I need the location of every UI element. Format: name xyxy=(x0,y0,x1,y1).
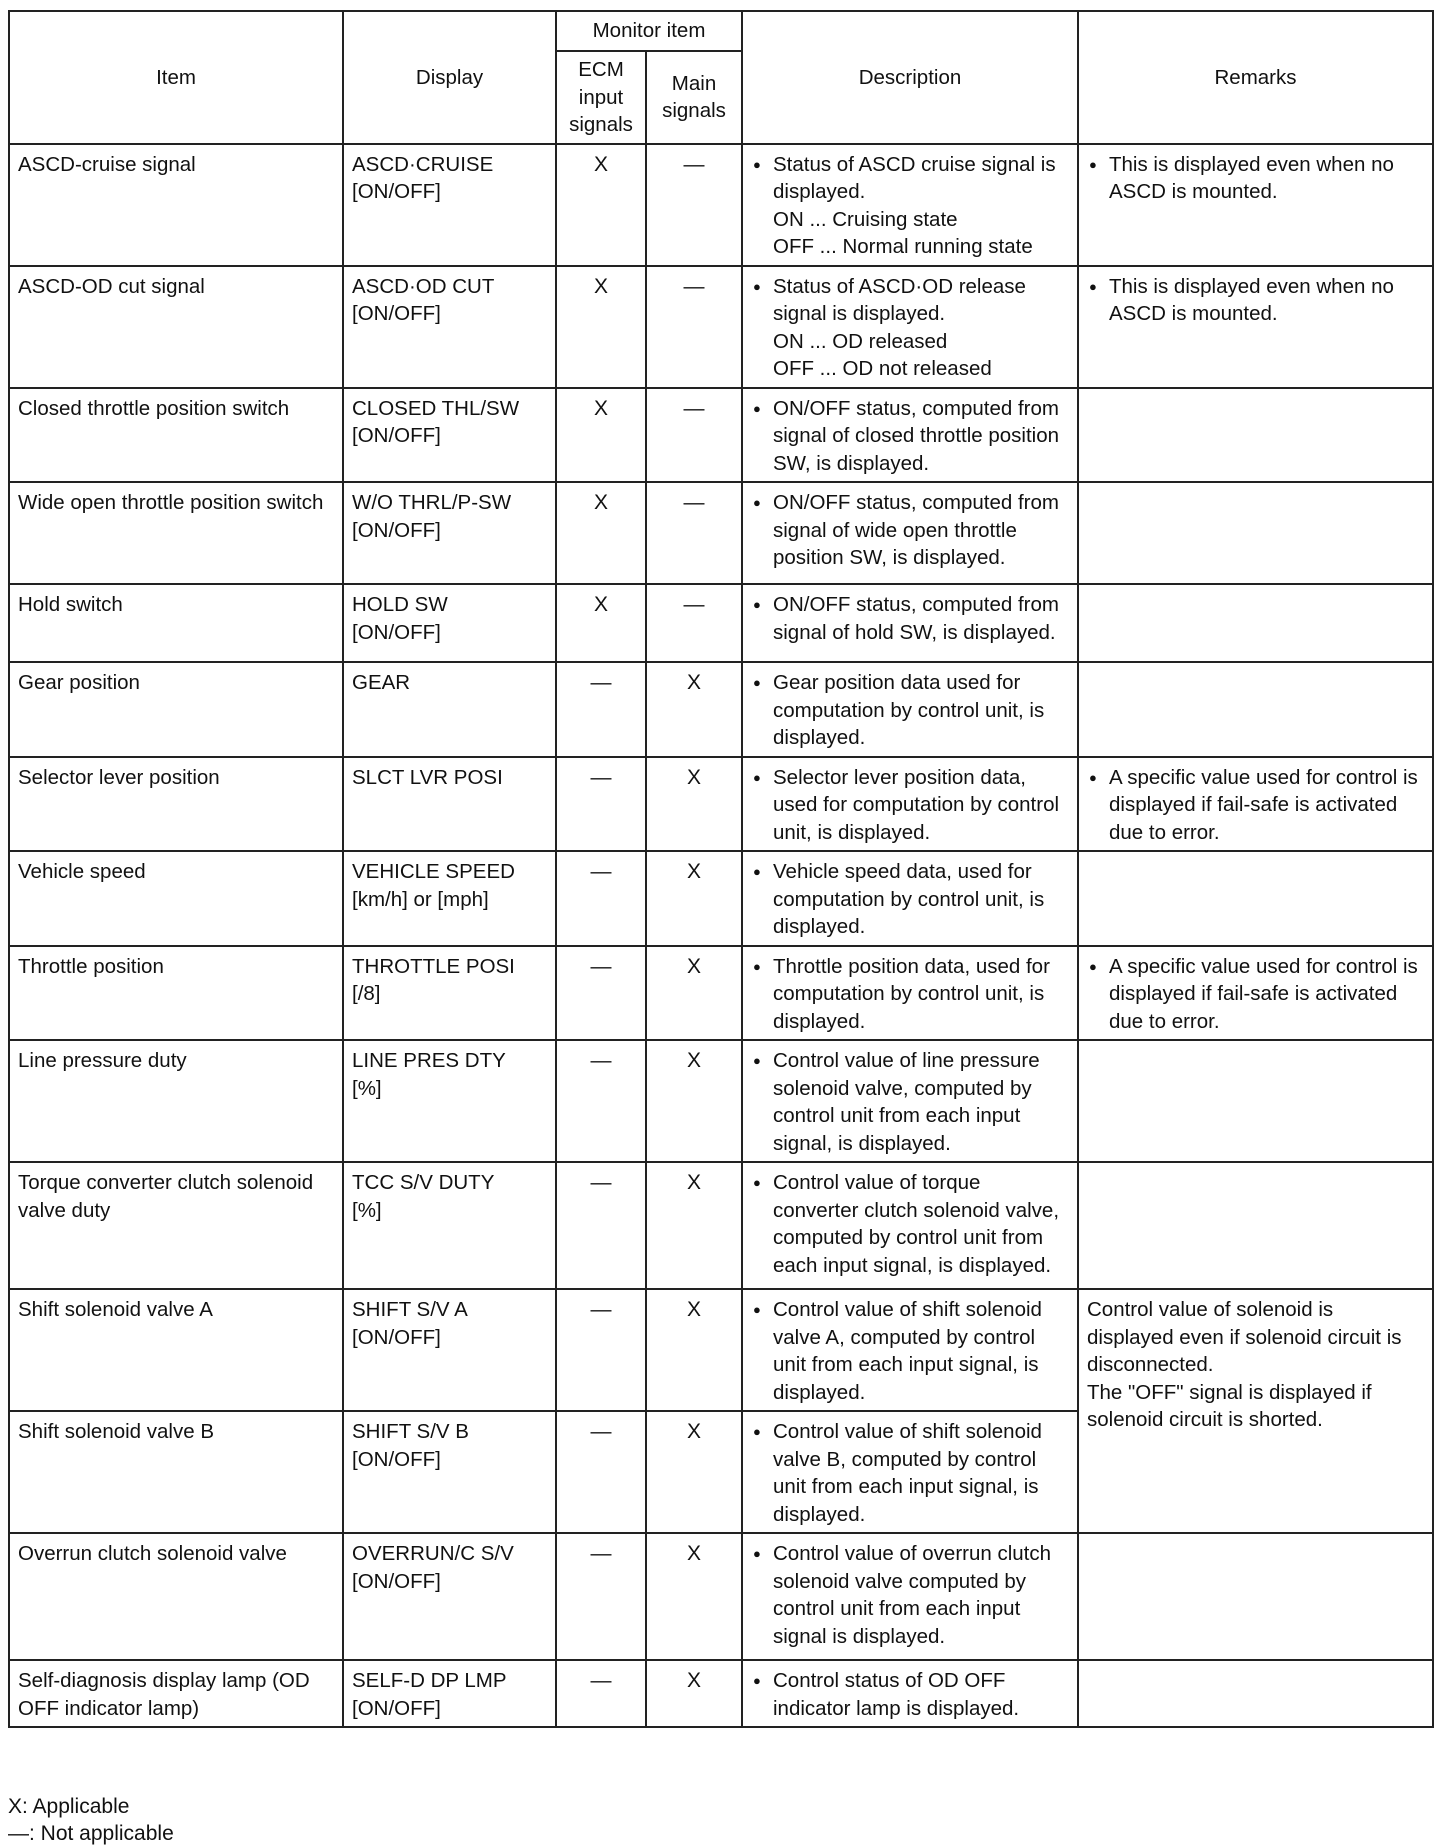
description-bullet: ● Selector lever position data, used for computation by control unit, is displayed. xyxy=(751,764,1069,847)
main-signal-mark: X xyxy=(646,851,742,946)
display-line: ASCD·CRUISE xyxy=(352,152,494,176)
main-signal-mark: X xyxy=(646,1040,742,1162)
description-cell xyxy=(742,144,1078,266)
display-line: [%] xyxy=(352,1198,382,1222)
description-bullet: ● Control value of shift solenoid valve B, computed by control unit from each input signal, is displayed. xyxy=(751,1418,1069,1528)
table-row xyxy=(9,1162,1433,1289)
table-row xyxy=(9,1289,1433,1411)
table-row xyxy=(9,662,1433,757)
display-cell xyxy=(343,482,556,584)
ecm-input-mark: — xyxy=(556,1533,646,1660)
remarks-cell xyxy=(1078,1162,1433,1289)
ecm-input-mark: X xyxy=(556,388,646,483)
description-bullet: ● Control value of torque converter clutch solenoid valve, computed by control unit from each input signal, is displayed. xyxy=(751,1169,1069,1279)
display-cell xyxy=(343,851,556,946)
header-item: Item xyxy=(9,11,343,144)
description-bullet: ● Vehicle speed data, used for computation by control unit, is displayed. xyxy=(751,858,1069,941)
description-bullet: ● ON/OFF status, computed from signal of closed throttle position SW, is displayed. xyxy=(751,395,1069,478)
item-cell: Closed throttle position switch xyxy=(9,388,343,483)
ecm-input-mark: X xyxy=(556,266,646,388)
remarks-cell xyxy=(1078,757,1433,852)
description-bullet: ● Status of ASCD cruise signal is displayed. xyxy=(751,151,1069,206)
header-main-signals: Main signals xyxy=(646,51,742,144)
remarks-cell xyxy=(1078,266,1433,388)
description-cell xyxy=(742,1040,1078,1162)
display-line: [ON/OFF] xyxy=(352,1325,441,1349)
ecm-input-mark: — xyxy=(556,1162,646,1289)
item-cell: Self-diagnosis display lamp (OD OFF indicator lamp) xyxy=(9,1660,343,1727)
remarks-bullet: ● This is displayed even when no ASCD is mounted. xyxy=(1087,151,1424,206)
ecm-input-mark: — xyxy=(556,662,646,757)
ecm-input-mark: — xyxy=(556,946,646,1041)
main-signal-mark: X xyxy=(646,946,742,1041)
display-line: SLCT LVR POSI xyxy=(352,765,503,789)
description-subline: OFF ... Normal running state xyxy=(773,235,1033,258)
remarks-cell xyxy=(1078,482,1433,584)
item-cell: ASCD-cruise signal xyxy=(9,144,343,266)
display-cell xyxy=(343,584,556,662)
display-line: LINE PRES DTY xyxy=(352,1049,506,1072)
item-cell: Wide open throttle position switch xyxy=(9,482,343,584)
item-cell: Gear position xyxy=(9,662,343,757)
description-bullet: ● ON/OFF status, computed from signal of hold SW, is displayed. xyxy=(751,591,1069,646)
header-remarks: Remarks xyxy=(1078,11,1433,144)
description-bullet: ● Control value of overrun clutch solenoid valve computed by control unit from each input signal is displayed. xyxy=(751,1540,1069,1650)
header-description: Description xyxy=(742,11,1078,144)
description-cell xyxy=(742,662,1078,757)
table-row xyxy=(9,1533,1433,1660)
item-cell: Selector lever position xyxy=(9,757,343,852)
description-cell xyxy=(742,851,1078,946)
main-signal-mark: X xyxy=(646,1411,742,1533)
description-cell xyxy=(742,1289,1078,1411)
ecm-input-mark: X xyxy=(556,144,646,266)
description-cell xyxy=(742,388,1078,483)
table-row xyxy=(9,851,1433,946)
description-bullet: ● Status of ASCD·OD release signal is displayed. xyxy=(751,273,1069,328)
display-cell xyxy=(343,1411,556,1533)
display-cell xyxy=(343,662,556,757)
display-cell xyxy=(343,1289,556,1411)
description-cell xyxy=(742,584,1078,662)
description-bullet: ● Throttle position data, used for computation by control unit, is displayed. xyxy=(751,953,1069,1036)
description-cell xyxy=(742,1162,1078,1289)
table-row xyxy=(9,482,1433,584)
display-line: TCC S/V DUTY xyxy=(352,1171,495,1194)
display-line: SELF-D DP LMP xyxy=(352,1669,507,1692)
remarks-bullet: ● A specific value used for control is displayed if fail-safe is activated due to error. xyxy=(1087,953,1424,1036)
display-line: [ON/OFF] xyxy=(352,424,441,447)
remarks-line: Control value of solenoid is displayed even if solenoid circuit is disconnected. xyxy=(1087,1298,1402,1376)
display-line: [ON/OFF] xyxy=(352,180,441,203)
display-line: [ON/OFF] xyxy=(352,620,441,644)
header-monitor-item: Monitor item xyxy=(556,11,742,51)
description-cell xyxy=(742,482,1078,584)
legend-applicable: X: Applicable xyxy=(8,1795,130,1818)
display-line: THROTTLE POSI xyxy=(352,954,515,978)
main-signal-mark: X xyxy=(646,662,742,757)
description-subline: OFF ... OD not released xyxy=(773,357,992,380)
description-bullet: ● Control value of shift solenoid valve A, computed by control unit from each input signal, is displayed. xyxy=(751,1296,1069,1406)
item-cell: Throttle position xyxy=(9,946,343,1041)
display-cell xyxy=(343,946,556,1041)
ecm-input-mark: X xyxy=(556,584,646,662)
main-signal-mark: X xyxy=(646,1533,742,1660)
table-row xyxy=(9,1040,1433,1162)
description-cell xyxy=(742,1533,1078,1660)
monitor-item-table xyxy=(8,10,1434,1728)
display-line: [/8] xyxy=(352,982,381,1005)
ecm-input-mark: — xyxy=(556,1040,646,1162)
item-cell: Torque converter clutch solenoid valve duty xyxy=(9,1162,343,1289)
description-bullet: ● ON/OFF status, computed from signal of wide open throttle position SW, is displayed. xyxy=(751,489,1069,572)
legend-not-applicable: —: Not applicable xyxy=(8,1822,174,1845)
remarks-line: The "OFF" signal is displayed if solenoid circuit is shorted. xyxy=(1087,1380,1372,1431)
main-signal-mark: — xyxy=(646,584,742,662)
remarks-bullet: ● This is displayed even when no ASCD is mounted. xyxy=(1087,273,1424,328)
remarks-cell xyxy=(1078,584,1433,662)
remarks-cell xyxy=(1078,144,1433,266)
ecm-input-mark: — xyxy=(556,1411,646,1533)
display-line: VEHICLE SPEED xyxy=(352,860,515,883)
display-cell xyxy=(343,144,556,266)
main-signal-mark: X xyxy=(646,757,742,852)
table-row xyxy=(9,388,1433,483)
display-line: OVERRUN/C S/V xyxy=(352,1542,514,1565)
display-line: ASCD·OD CUT xyxy=(352,274,495,298)
display-line: HOLD SW xyxy=(352,593,448,616)
legend xyxy=(8,1793,174,1847)
item-cell: Shift solenoid valve B xyxy=(9,1411,343,1533)
display-line: GEAR xyxy=(352,671,411,694)
main-signal-mark: — xyxy=(646,144,742,266)
display-cell xyxy=(343,1660,556,1727)
remarks-cell xyxy=(1078,1040,1433,1162)
table-row xyxy=(9,144,1433,266)
ecm-input-mark: X xyxy=(556,482,646,584)
description-cell xyxy=(742,1660,1078,1727)
description-subline: ON ... Cruising state xyxy=(773,207,958,231)
display-line: [ON/OFF] xyxy=(352,1447,441,1471)
item-cell: Vehicle speed xyxy=(9,851,343,946)
ecm-input-mark: — xyxy=(556,851,646,946)
display-line: [ON/OFF] xyxy=(352,518,441,542)
remarks-cell xyxy=(1078,1660,1433,1727)
header-display: Display xyxy=(343,11,556,144)
display-line: [%] xyxy=(352,1076,382,1100)
table-row xyxy=(9,584,1433,662)
remarks-cell xyxy=(1078,388,1433,483)
display-cell xyxy=(343,1162,556,1289)
display-line: [ON/OFF] xyxy=(352,302,441,325)
description-cell xyxy=(742,1411,1078,1533)
display-line: [ON/OFF] xyxy=(352,1696,441,1720)
table-row xyxy=(9,946,1433,1041)
table-row xyxy=(9,757,1433,852)
description-cell xyxy=(742,946,1078,1041)
remarks-cell xyxy=(1078,946,1433,1041)
display-cell xyxy=(343,1533,556,1660)
header-ecm-input: ECM input signals xyxy=(556,51,646,144)
main-signal-mark: — xyxy=(646,482,742,584)
description-cell xyxy=(742,266,1078,388)
display-cell xyxy=(343,1040,556,1162)
item-cell: Hold switch xyxy=(9,584,343,662)
display-cell xyxy=(343,388,556,483)
display-cell xyxy=(343,757,556,852)
main-signal-mark: — xyxy=(646,388,742,483)
description-bullet: ● Control value of line pressure solenoid valve, computed by control unit from each input signal, is displayed. xyxy=(751,1047,1069,1157)
display-line: SHIFT S/V A xyxy=(352,1298,468,1321)
display-line: SHIFT S/V B xyxy=(352,1420,469,1443)
table-row xyxy=(9,1660,1433,1727)
item-cell: Shift solenoid valve A xyxy=(9,1289,343,1411)
display-line: CLOSED THL/SW xyxy=(352,396,520,420)
ecm-input-mark: — xyxy=(556,1289,646,1411)
remarks-cell xyxy=(1078,1533,1433,1660)
main-signal-mark: X xyxy=(646,1162,742,1289)
main-signal-mark: X xyxy=(646,1660,742,1727)
remarks-cell xyxy=(1078,1289,1433,1533)
display-cell xyxy=(343,266,556,388)
item-cell: ASCD-OD cut signal xyxy=(9,266,343,388)
description-bullet: ● Gear position data used for computation by control unit, is displayed. xyxy=(751,669,1069,752)
remarks-cell xyxy=(1078,851,1433,946)
table-row xyxy=(9,266,1433,388)
main-signal-mark: X xyxy=(646,1289,742,1411)
ecm-input-mark: — xyxy=(556,1660,646,1727)
main-signal-mark: — xyxy=(646,266,742,388)
description-cell xyxy=(742,757,1078,852)
remarks-cell xyxy=(1078,662,1433,757)
ecm-input-mark: — xyxy=(556,757,646,852)
description-bullet: ● Control status of OD OFF indicator lamp is displayed. xyxy=(751,1667,1069,1722)
display-line: [ON/OFF] xyxy=(352,1569,441,1593)
item-cell: Line pressure duty xyxy=(9,1040,343,1162)
display-line: [km/h] or [mph] xyxy=(352,887,489,911)
item-cell: Overrun clutch solenoid valve xyxy=(9,1533,343,1660)
description-subline: ON ... OD released xyxy=(773,329,948,353)
remarks-bullet: ● A specific value used for control is displayed if fail-safe is activated due to error. xyxy=(1087,764,1424,847)
display-line: W/O THRL/P-SW xyxy=(352,491,512,514)
